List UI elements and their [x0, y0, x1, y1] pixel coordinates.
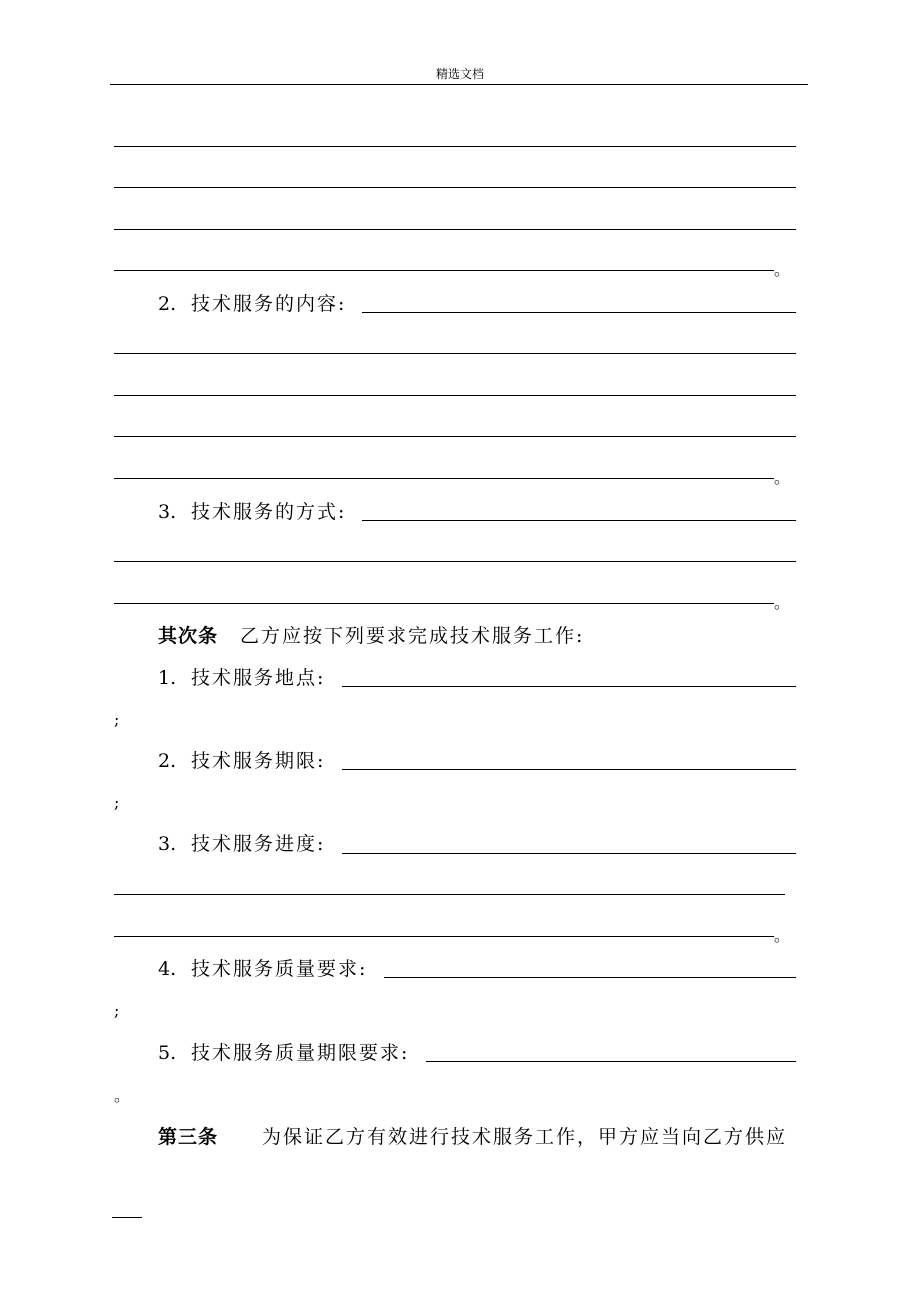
item-label: 技术服务质量要求:	[191, 958, 368, 980]
semicolon-mark: ;	[114, 710, 120, 729]
item-quality-requirement	[158, 957, 367, 981]
header-divider	[110, 84, 808, 85]
item-label: 技术服务期限:	[191, 750, 326, 772]
item-label: 技术服务进度:	[191, 833, 326, 855]
blank-line	[114, 395, 796, 396]
page-header-title: 精选文档	[435, 67, 484, 81]
item-number: 3.	[158, 501, 177, 523]
blank-line	[114, 353, 796, 354]
period-mark: 。	[774, 468, 791, 487]
item-number: 2.	[158, 750, 177, 772]
blank-line	[114, 146, 796, 147]
item-service-location	[158, 666, 325, 690]
item-label: 技术服务地点:	[191, 667, 326, 689]
blank-line	[114, 436, 796, 437]
item-label: 技术服务的方式:	[191, 501, 347, 523]
item-service-method	[158, 500, 346, 524]
blank-line	[114, 894, 785, 895]
item-number: 4.	[158, 958, 177, 980]
item-service-progress	[158, 832, 325, 856]
blank-line	[114, 478, 774, 479]
fill-in-line	[342, 686, 796, 687]
item-service-content	[158, 292, 346, 316]
fill-in-line	[384, 977, 796, 978]
period-mark: 。	[774, 260, 791, 279]
item-service-period	[158, 749, 325, 773]
item-label: 技术服务质量期限要求:	[191, 1042, 410, 1064]
semicolon-mark: ;	[114, 793, 120, 812]
blank-line	[114, 936, 774, 937]
item-number: 1.	[158, 667, 177, 689]
item-number: 5.	[158, 1042, 177, 1064]
period-mark: 。	[774, 593, 791, 612]
fill-in-line	[362, 312, 796, 313]
item-label: 技术服务的内容:	[191, 293, 347, 315]
article-heading: 其次条	[158, 625, 219, 647]
article-heading: 第三条	[158, 1126, 219, 1148]
blank-line	[114, 229, 796, 230]
period-mark: 。	[114, 1086, 131, 1105]
article-text: 乙方应按下列要求完成技术服务工作:	[240, 625, 585, 647]
blank-line	[114, 187, 796, 188]
fill-in-line	[342, 853, 796, 854]
fill-in-line	[362, 520, 796, 521]
period-mark: 。	[774, 926, 791, 945]
footer-divider	[112, 1217, 142, 1218]
blank-line	[114, 270, 774, 271]
item-number: 3.	[158, 833, 177, 855]
blank-line	[114, 603, 774, 604]
item-number: 2.	[158, 293, 177, 315]
article-text: 为保证乙方有效进行技术服务工作，甲方应当向乙方供应	[262, 1126, 788, 1148]
item-quality-period-requirement	[158, 1041, 409, 1065]
article-three	[158, 1125, 787, 1149]
blank-line	[114, 561, 796, 562]
article-two	[158, 624, 584, 648]
fill-in-line	[426, 1061, 796, 1062]
fill-in-line	[342, 769, 796, 770]
semicolon-mark: ;	[114, 1001, 120, 1020]
